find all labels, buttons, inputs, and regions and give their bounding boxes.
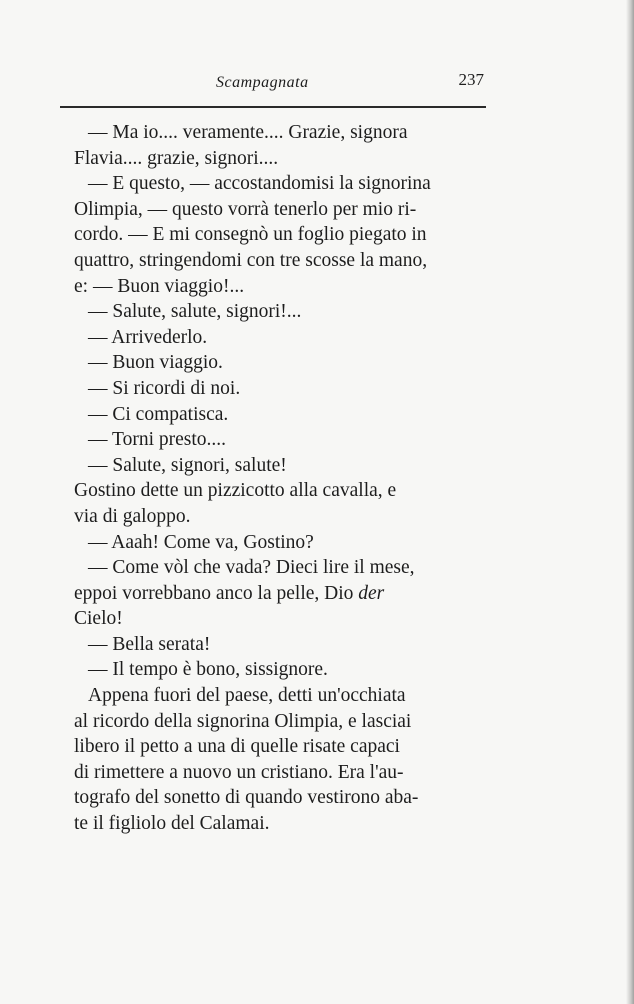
line-text: cordo. — E mi consegnò un foglio piegato in xyxy=(74,224,427,246)
text-line xyxy=(74,632,486,658)
text-line xyxy=(74,120,486,146)
line-text: — Bella serata! xyxy=(88,633,211,655)
text-line xyxy=(74,350,486,376)
running-title: Scampagnata xyxy=(216,74,309,91)
text-line xyxy=(74,760,486,786)
line-text: — Come vòl che vada? Dieci lire il mese, xyxy=(88,557,415,579)
line-text: — Ma io.... veramente.... Grazie, signora xyxy=(88,122,408,143)
text-line xyxy=(74,504,486,530)
text-line xyxy=(74,606,486,632)
line-text: tografo del sonetto di quando vestirono aba- xyxy=(74,787,419,809)
line-text: te il figliolo del Calamai. xyxy=(74,813,270,835)
text-line xyxy=(74,248,486,274)
line-text: — Torni presto.... xyxy=(88,429,227,451)
text-line xyxy=(74,581,486,607)
page-number: 237 xyxy=(458,70,484,89)
line-text: di rimettere a nuovo un cristiano. Era l'au- xyxy=(74,761,404,783)
line-text: — Ci compatisca. xyxy=(88,403,229,425)
text-line xyxy=(74,427,486,453)
text-line xyxy=(74,734,486,760)
line-text: — Salute, salute, signori!... xyxy=(88,301,302,323)
line-text: via di galoppo. xyxy=(74,505,191,527)
text-line xyxy=(74,197,486,223)
text-line xyxy=(74,325,486,351)
text-line xyxy=(74,453,486,479)
page-edge-shadow xyxy=(626,0,634,1004)
body-text xyxy=(74,120,486,837)
text-line xyxy=(74,785,486,811)
line-text-italic: der xyxy=(358,582,385,604)
line-text: eppoi vorrebbano anco la pelle, Dio xyxy=(74,582,359,604)
line-text: Gostino dette un pizzicotto alla cavalla, e xyxy=(74,480,397,502)
text-line xyxy=(74,376,486,402)
text-line xyxy=(74,709,486,735)
text-line xyxy=(74,811,486,837)
running-head xyxy=(60,70,486,98)
text-line xyxy=(74,555,486,581)
header-rule xyxy=(60,106,486,108)
line-text: — Il tempo è bono, sissignore. xyxy=(88,659,328,681)
line-text: — Salute, signori, salute! xyxy=(88,454,287,476)
line-text: Cielo! xyxy=(74,608,123,630)
line-text: — Aaah! Come va, Gostino? xyxy=(88,531,314,553)
text-line xyxy=(74,222,486,248)
line-text: al ricordo della signorina Olimpia, e lasciai xyxy=(74,710,412,732)
text-line xyxy=(74,683,486,709)
text-line xyxy=(74,171,486,197)
line-text: — E questo, — accostandomisi la signorina xyxy=(88,173,431,195)
line-text: libero il petto a una di quelle risate capaci xyxy=(74,736,400,758)
text-line xyxy=(74,478,486,504)
line-text: — Arrivederlo. xyxy=(88,326,208,348)
line-text: — Buon viaggio. xyxy=(88,352,223,374)
line-text: Olimpia, — questo vorrà tenerlo per mio ri- xyxy=(74,198,417,220)
text-line xyxy=(74,402,486,428)
text-line xyxy=(74,530,486,556)
line-text: e: — Buon viaggio!... xyxy=(74,275,245,297)
line-text: — Si ricordi di noi. xyxy=(88,377,241,399)
text-line xyxy=(74,274,486,300)
line-text: Appena fuori del paese, detti un'occhiata xyxy=(88,685,406,707)
line-text: Flavia.... grazie, signori.... xyxy=(74,147,279,169)
text-line xyxy=(74,657,486,683)
text-line xyxy=(74,299,486,325)
line-text: quattro, stringendomi con tre scosse la mano, xyxy=(74,249,428,271)
text-line xyxy=(74,146,486,172)
